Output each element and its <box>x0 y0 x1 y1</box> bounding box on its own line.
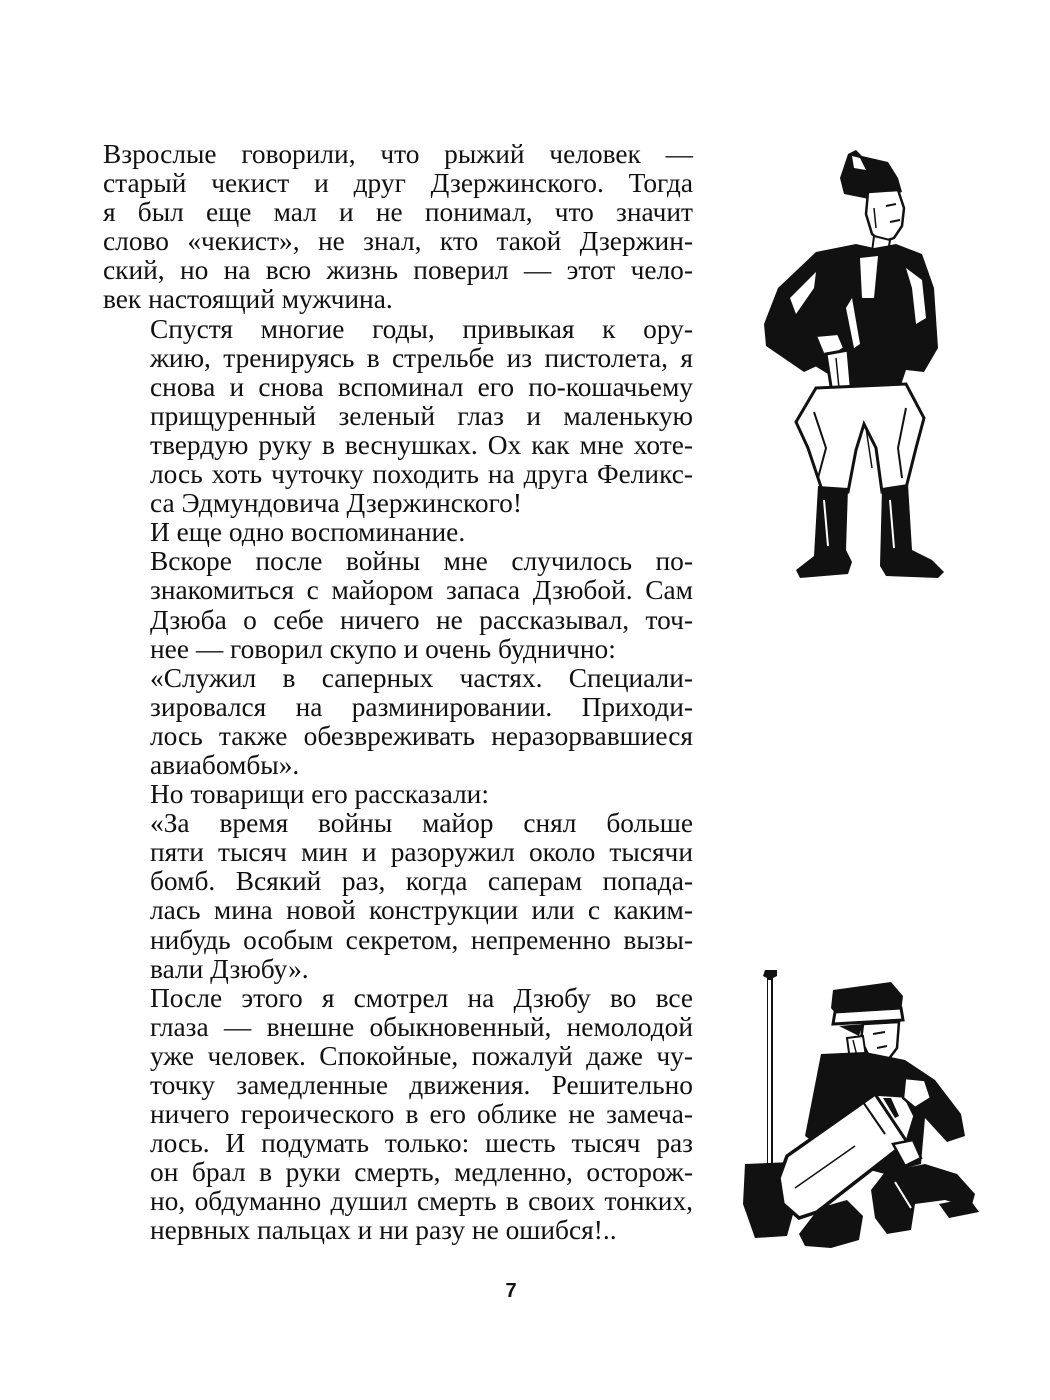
text-line: И еще одно воспоминание. <box>150 517 466 548</box>
text-line: Спустя многие годы, привыкая к ору- <box>150 313 693 344</box>
text-line: нибудь особым секретом, непременно вызы- <box>150 924 693 955</box>
text-line: точку замедленные движения. Решительно <box>150 1070 693 1100</box>
text-line: твердую руку в веснушках. Ох как мне хоте- <box>150 429 693 460</box>
text-line: но, обдуманно душил смерть в своих тонких, <box>150 1186 693 1217</box>
text-line: прищуренный зеленый глаз и маленькую <box>150 400 693 431</box>
chekist-drawing <box>756 148 946 584</box>
text-line: старый чекист и друг Дзержинского. Тогда <box>103 168 693 199</box>
text-line: Но товарищи его рассказали: <box>150 779 489 810</box>
page-number: 7 <box>505 1280 517 1302</box>
text-line: вали Дзюбу». <box>150 953 309 984</box>
text-line: лось также обезвреживать неразорвавшиеся <box>150 720 693 751</box>
text-line: авиабомбы». <box>150 749 300 780</box>
text-line: После этого я смотрел на Дзюбу во все <box>150 982 693 1013</box>
text-line: нее — говорил скупо и очень буднично: <box>150 633 616 664</box>
sapper-drawing <box>735 968 980 1253</box>
text-line: нервных пальцах и ни разу не ошибся!.. <box>150 1215 617 1246</box>
text-line: глаза — внешне обыкновенный, немолодой <box>150 1011 693 1042</box>
chekist-illustration <box>756 148 946 584</box>
text-line: пяти тысяч мин и разоружил около тысячи <box>150 837 693 868</box>
text-line: век настоящий мужчина. <box>103 284 393 315</box>
paragraph <box>103 140 693 315</box>
text-line: лась мина новой конструкции или с каким- <box>150 895 693 926</box>
body-text <box>103 140 693 1246</box>
paragraph <box>103 518 693 547</box>
sapper-illustration <box>735 968 980 1253</box>
paragraph <box>103 664 693 780</box>
text-line: Вскоре после войны мне случилось по- <box>150 546 693 577</box>
paragraph <box>103 809 693 984</box>
text-line: знакомиться с майором запаса Дзюбой. Сам <box>150 575 693 606</box>
text-line: я был еще мал и не понимал, что значит <box>103 197 693 228</box>
text-line: жию, тренируясь в стрельбе из пистолета, я <box>150 342 693 373</box>
text-line: Взрослые говорили, что рыжий человек — <box>103 139 693 169</box>
paragraph <box>103 315 693 519</box>
text-line: бомб. Всякий раз, когда саперам попада- <box>150 866 693 897</box>
text-line: слово «чекист», не знал, кто такой Дзержин- <box>103 226 693 257</box>
text-line: лось. И подумать только: шесть тысяч раз <box>150 1128 693 1159</box>
text-line: «За время войны майор снял больше <box>150 808 693 839</box>
text-line: он брал в руки смерть, медленно, осторож- <box>150 1157 693 1188</box>
paragraph <box>103 780 693 809</box>
paragraph <box>103 984 693 1246</box>
text-line: ский, но на всю жизнь поверил — этот чело- <box>103 255 693 286</box>
text-line: Дзюба о себе ничего не рассказывал, точ- <box>150 604 693 635</box>
text-line: са Эдмундовича Дзержинского! <box>150 488 522 519</box>
text-line: зировался на разминировании. Приходи- <box>150 691 693 722</box>
text-line: ничего героического в его облике не замеча- <box>150 1099 693 1130</box>
text-line: лось хоть чуточку походить на друга Феликс- <box>150 459 693 490</box>
text-line: уже человек. Спокойные, пожалуй даже чу- <box>150 1040 693 1071</box>
text-line: «Служил в саперных частях. Специали- <box>150 662 693 693</box>
text-line: снова и снова вспоминал его по-кошачьему <box>150 371 693 402</box>
paragraph <box>103 547 693 663</box>
